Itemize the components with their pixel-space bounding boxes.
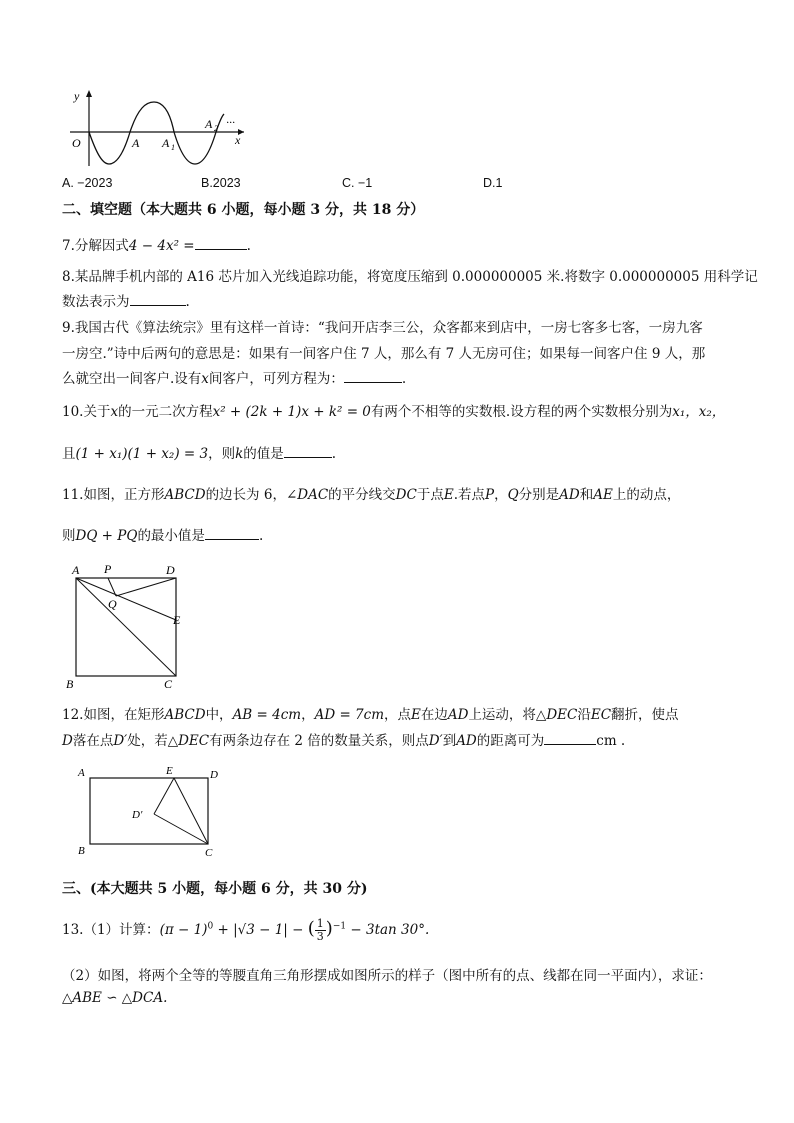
q11-label-q: Q [108, 597, 117, 611]
q11-answer-blank[interactable] [205, 527, 259, 540]
q12-abcd: ABCD [164, 707, 206, 723]
q12-line1-c: ， [301, 707, 315, 723]
q9-line-2: 一房空.”诗中后两句的意思是：如果有一间客户住 7 人，那么有 7 人无房可住；如果每一间客户住 9 人，那 [62, 346, 706, 362]
q12-ab: AB = 4cm [232, 707, 302, 723]
q12-line1-g: 沿 [577, 707, 591, 723]
q12-label-e: E [166, 765, 173, 777]
q11-angle: ∠DAC [285, 487, 329, 503]
q11-abcd: ABCD [164, 487, 206, 503]
q11-line2-b: 的最小值是 [137, 528, 205, 544]
graph-label-origin: O [72, 136, 81, 150]
q10-condition: (1 + x₁)(1 + x₂) = 3 [75, 446, 209, 462]
q13-exp-neg1: −1 [332, 921, 347, 932]
q13-expr-b: + |√3 − 1| − [213, 922, 308, 938]
q12-dprime: D′ [113, 733, 128, 749]
q12-line2-f: 的距离可为 [476, 733, 545, 749]
q10-line2-b: ，则 [208, 446, 236, 462]
q12-dec2: DEC [178, 733, 210, 749]
q11-line1-e: .若点 [453, 487, 485, 503]
q9-answer-blank[interactable] [344, 370, 402, 383]
q11-line1-f: ， [494, 487, 508, 503]
q13-part-2-line-1: （2）如图，将两个全等的等腰直角三角形摆成如图所示的样子（图中所有的点、线都在同一平面内），求证： [62, 968, 712, 984]
q12-line1-d: ，点 [384, 707, 411, 723]
q12-line2-d: 有两条边存在 2 倍的数量关系，则点 [209, 733, 429, 749]
q12-line2-b: 落在点 [72, 733, 114, 749]
q11-q: Q [507, 487, 519, 503]
q11-expr: DQ + PQ [75, 528, 138, 544]
sine-graph-figure [62, 86, 262, 168]
q12-ad: AD = 7cm [314, 707, 384, 723]
q12-dec: DEC [546, 707, 578, 723]
q11-line-2 [62, 524, 263, 544]
q13-expr-a: (π − 1) [159, 922, 208, 938]
q12-ad2: AD [447, 707, 469, 723]
q12-ec: EC [590, 707, 612, 723]
q9-line-3 [62, 367, 406, 387]
q11-line1-h: 和 [579, 487, 594, 503]
q11-label-b: B [66, 677, 74, 691]
q12-line1-b: 中， [205, 707, 233, 723]
q12-e: E [411, 707, 421, 723]
q11-line2-a: 则 [62, 528, 76, 544]
q8-line-1: 8.某品牌手机内部的 A16 芯片加入光线追踪功能，将宽度压缩到 0.000000005 米.将数字 0.000000005 用科学记 [62, 269, 758, 285]
q9-line3-a: 么就空出一间客户.设有 [62, 371, 202, 387]
q11-ad: AD [559, 487, 580, 503]
question-7 [62, 234, 251, 254]
q11-line1-a: 11.如图，正方形 [62, 487, 165, 503]
q10-line-2 [62, 442, 336, 462]
q13-part-2-line-2: △ABE ∽ △DCA. [62, 990, 168, 1006]
section-3-heading: 三、(本大题共 5 小题，每小题 6 分，共 30 分) [62, 881, 368, 897]
q13-frac-num: 1 [316, 917, 324, 930]
q13-part-1: 13.（1）计算：$(\pi - 1)^0 + |√3 - 1|$ − ( $\frac{1}{3}$ )$^{-1}$ − 3tan 30°. [62, 917, 430, 943]
q9-var-x: x [201, 371, 209, 387]
q10-answer-blank[interactable] [284, 445, 332, 458]
q8-line-2 [62, 290, 190, 310]
graph-label-a: A [132, 136, 140, 150]
q7-prefix: 7.分解因式 [62, 238, 129, 254]
q11-line1-b: 的边长为 6， [205, 487, 286, 503]
q12-line1-f: 上运动，将△ [468, 707, 547, 723]
q10-equation: x² + (2k + 1)x + k² = 0 [212, 404, 371, 420]
q11-dc: DC [395, 487, 417, 503]
q11-line1-i: 上的动点， [612, 487, 681, 503]
q11-end: . [258, 528, 264, 544]
q12-line1-e: 在边 [420, 707, 448, 723]
q12-line1-a: 12.如图，在矩形 [62, 707, 165, 723]
q10-line2-c: 的值是 [243, 446, 284, 462]
q10-line1-c: 有两个不相等的实数根.设方程的两个实数根分别为 [370, 404, 673, 420]
q11-square-figure [60, 560, 195, 695]
q10-line2-a: 且 [62, 446, 76, 462]
q12-answer-blank[interactable] [544, 732, 596, 745]
graph-label-dots: ··· [226, 115, 235, 129]
q9-end: . [401, 371, 407, 387]
q12-label-a: A [78, 767, 85, 779]
q11-label-c: C [164, 677, 173, 691]
q13-fraction [315, 918, 326, 943]
q8-end: . [185, 294, 190, 310]
q10-line-1 [62, 400, 725, 420]
sine-curve [89, 102, 224, 164]
graph-y-arrow [86, 90, 92, 97]
q12-rectangle-figure [72, 762, 232, 860]
q10-line1-b: 的一元二次方程 [118, 404, 213, 420]
q10-end: . [331, 446, 337, 462]
q11-e: E [443, 487, 454, 503]
q11-line1-d: 于点 [416, 487, 444, 503]
graph-label-a1: A [162, 136, 170, 150]
q12-line2-c: 处，若△ [127, 733, 179, 749]
q11-label-d: D [166, 563, 175, 577]
q8-answer-blank[interactable] [130, 293, 186, 306]
q6-option-d: D.1 [483, 176, 503, 190]
graph-label-a1-sub: 1 [171, 143, 175, 152]
q10-line1-a: 10.关于 [62, 404, 111, 420]
q9-line3-b: 间客户，可列方程为： [208, 371, 344, 387]
q10-var-x: x [110, 404, 119, 420]
q11-line-qd [116, 578, 176, 596]
graph-label-a2-sub: 2 [214, 124, 218, 133]
q7-end: . [246, 238, 251, 254]
section-2-heading: 二、填空题（本大题共 6 小题，每小题 3 分，共 18 分） [62, 202, 425, 218]
q11-label-e: E [173, 613, 181, 627]
q11-label-a: A [72, 563, 80, 577]
q12-line-2 [62, 729, 625, 749]
q13-expr-c: − 3tan 30°. [346, 922, 430, 938]
graph-label-x: x [235, 133, 241, 147]
q12-label-dprime: D′ [132, 809, 143, 821]
q8-line2-text: 数法表示为 [62, 294, 130, 310]
q11-line-1 [62, 483, 680, 503]
q6-option-b: B.2023 [201, 176, 241, 190]
graph-label-a2: A [205, 117, 213, 131]
q6-option-c: C. −1 [342, 176, 373, 190]
q12-line-edp [154, 778, 174, 814]
graph-label-y: y [74, 89, 80, 103]
q12-line2-a: D [62, 733, 73, 749]
q6-option-a: A. −2023 [62, 176, 113, 190]
q11-label-p: P [104, 562, 112, 576]
q11-ae: AE [593, 487, 613, 503]
q12-line1-h: 翻折，使点 [611, 707, 679, 723]
q11-p: P [484, 487, 495, 503]
q13-frac-den: 3 [316, 930, 324, 943]
q10-var-k: k [235, 446, 244, 462]
q10-roots: x₁，x₂， [672, 404, 726, 420]
q12-label-b: B [78, 845, 85, 857]
q12-line2-e: 到 [442, 733, 457, 749]
q7-answer-blank[interactable] [195, 237, 247, 250]
q12-line-1 [62, 703, 679, 723]
q9-line-1: 9.我国古代《算法统宗》里有这样一首诗：“我问开店李三公，众客都来到店中，一房七客多七客，一房九客 [62, 320, 703, 336]
q13-exp0: 0 [207, 921, 214, 932]
q12-label-c: C [205, 847, 213, 859]
q13-part1-a: 13.（1）计算： [62, 922, 160, 938]
q12-dprime2: D′ [428, 733, 443, 749]
q7-expr: 4 − 4x² = [128, 238, 195, 254]
q12-label-d: D [210, 769, 218, 781]
q11-line1-c: 的平分线交 [328, 487, 396, 503]
q11-line1-g: 分别是 [518, 487, 560, 503]
q12-unit: cm . [596, 733, 626, 749]
q11-line-ae [76, 578, 176, 620]
q12-ad3: AD [456, 733, 477, 749]
